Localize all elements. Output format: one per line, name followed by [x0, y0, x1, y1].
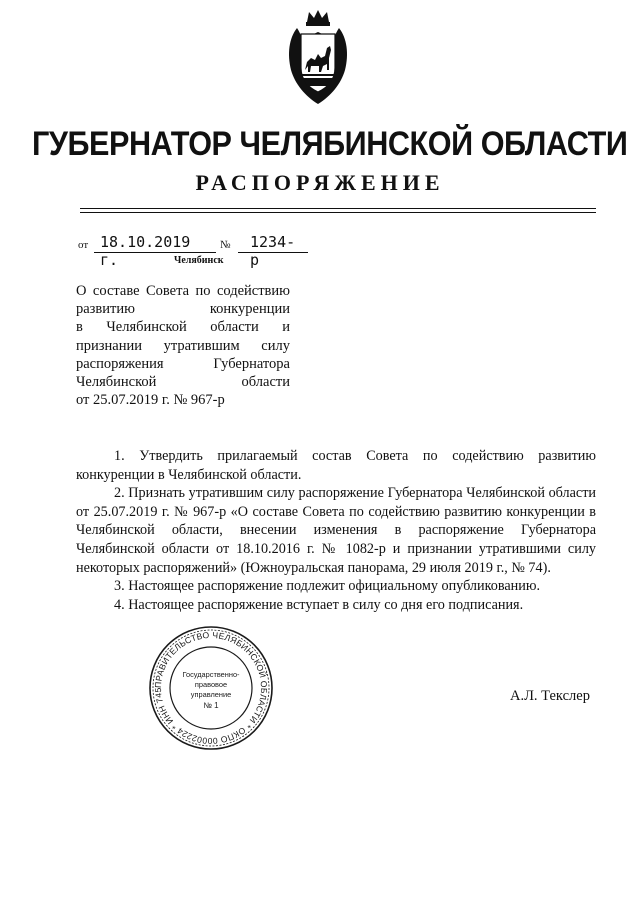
header-divider — [80, 212, 596, 213]
subject-line: О составе Совета по содействию — [76, 283, 290, 299]
stamp-center-line: Государственно- — [182, 670, 240, 679]
date-label: от — [78, 239, 89, 251]
city-label: Челябинск — [174, 255, 224, 266]
paragraph: 2. Признать утратившим силу распоряжение Губернатора Челябинской области от 25.07.2019 г. № 967-р «О составе Совета по содействию развитию конкуренции в Челябинской области, внесении изменения в распоряжение Губернатора Челябинской области от 18.10.2016 г. № 1082-р и признании утратившими силу некоторых распоряжений» (Южноуральская панорама, 29 июля 2019 г., № 74). — [76, 485, 596, 576]
paragraph: 4. Настоящее распоряжение вступает в силу со дня его подписания. — [114, 596, 524, 613]
document-body — [76, 447, 596, 614]
stamp-center-line: управление — [190, 690, 232, 699]
document-subject — [76, 282, 290, 409]
document-issuer-title: ГУБЕРНАТОР ЧЕЛЯБИНСКОЙ ОБЛАСТИ — [32, 125, 628, 163]
subject-line: распоряжения Губернатора — [76, 355, 290, 372]
subject-line: развитию конкуренции — [76, 301, 290, 318]
header-divider — [80, 208, 596, 209]
document-type-title: РАСПОРЯЖЕНИЕ — [195, 170, 445, 195]
subject-line: в Челябинской области и — [76, 319, 290, 336]
order-date: 18.10.2019 г. — [100, 233, 191, 269]
number-label: № — [220, 239, 231, 251]
paragraph: 3. Настоящее распоряжение подлежит официальному опубликованию. — [114, 578, 541, 595]
paragraph: 1. Утвердить прилагаемый состав Совета по содействию развитию конкуренции в Челябинской области. — [76, 448, 596, 483]
subject-line: Челябинской области — [76, 374, 290, 391]
coat-of-arms-icon — [285, 8, 351, 108]
stamp-center-line: правовое — [194, 680, 228, 689]
stamp-center-line: № 1 — [203, 701, 219, 710]
subject-line: от 25.07.2019 г. № 967-р — [76, 392, 225, 409]
official-stamp — [148, 625, 274, 751]
signatory-name: А.Л. Текслер — [510, 688, 590, 704]
order-number: 1234-р — [250, 233, 296, 269]
subject-line: признании утратившим силу — [76, 337, 290, 354]
stamp-ring-text: ПРАВИТЕЛЬСТВО ЧЕЛЯБИНСКОЙ ОБЛАСТИ * ОКПО 00002224 * ИНН 745 — [152, 629, 270, 747]
